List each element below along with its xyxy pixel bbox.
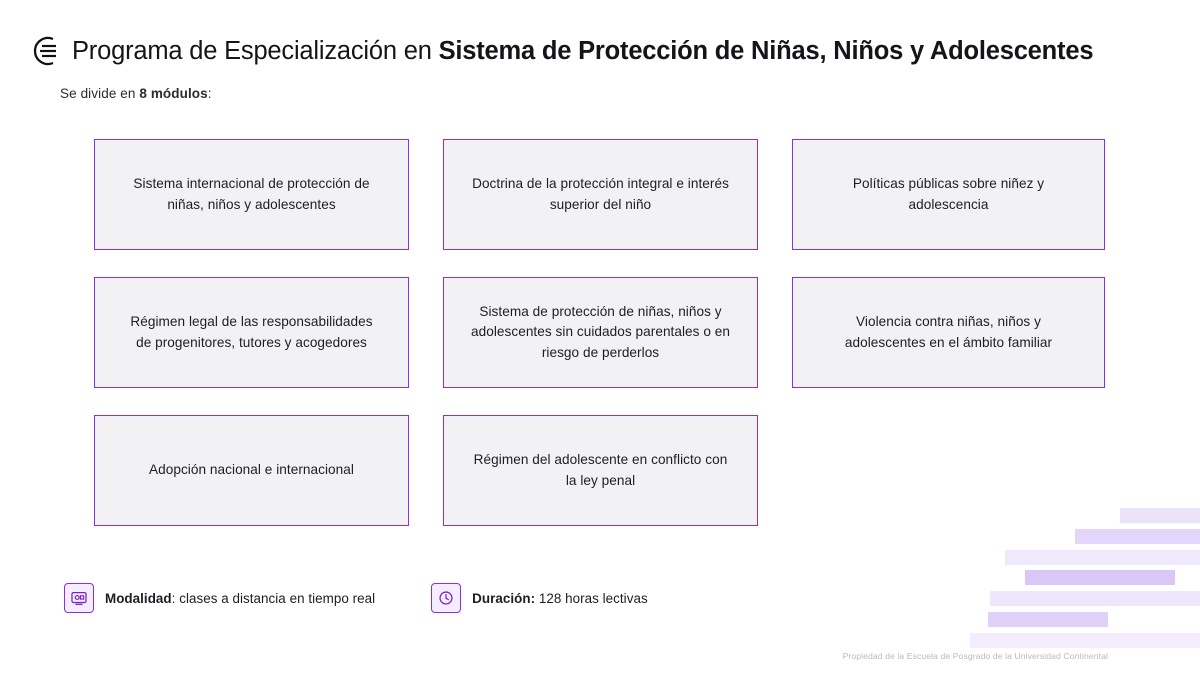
module-card [94, 139, 409, 250]
module-card-label: Sistema internacional de protección de niñas, niños y adolescentes [133, 175, 370, 212]
page-title-light: Programa de Especialización en [72, 36, 439, 65]
modules-grid [94, 139, 1106, 526]
module-card [443, 139, 758, 250]
meta-row [64, 583, 648, 613]
module-card [792, 277, 1105, 388]
module-card-placeholder [792, 415, 1105, 526]
header [28, 34, 1093, 68]
module-card [94, 415, 409, 526]
subtitle [60, 86, 212, 101]
decorative-bar [1025, 570, 1175, 585]
decorative-bar [1075, 529, 1200, 544]
meta-duracion-value: 128 horas lectivas [535, 590, 648, 606]
subtitle-prefix: Se divide en [60, 86, 140, 101]
module-card-label: Régimen legal de las responsabilidades de progenitores, tutores y acogedores [130, 313, 373, 350]
module-card-label: Régimen del adolescente en conflicto con la ley penal [473, 451, 728, 488]
meta-modalidad-label [105, 591, 375, 606]
screen-share-icon [64, 583, 94, 613]
decorative-bar [1120, 508, 1200, 523]
meta-modalidad-key: Modalidad [105, 590, 172, 606]
page-title-bold: Sistema de Protección de Niñas, Niños y Adolescentes [438, 36, 1094, 65]
meta-modalidad [64, 583, 375, 613]
meta-modalidad-value: : clases a distancia en tiempo real [171, 590, 376, 606]
decorative-bar [990, 591, 1200, 606]
module-card [443, 415, 758, 526]
subtitle-suffix: : [207, 86, 212, 101]
page-title [72, 37, 1093, 66]
module-card-label: Adopción nacional e internacional [149, 462, 354, 478]
subtitle-count: 8 módulos [139, 86, 208, 101]
module-card-label: Violencia contra niñas, niños y adolescentes en el ámbito familiar [844, 313, 1053, 350]
decorative-bar [988, 612, 1108, 627]
copyright-text: Propiedad de la Escuela de Posgrado de la Universidad Continental [842, 651, 1108, 661]
module-card [94, 277, 409, 388]
module-card-label: Políticas públicas sobre niñez y adolescencia [852, 175, 1045, 212]
decorative-bar [970, 633, 1200, 648]
module-card [443, 277, 758, 388]
meta-duracion [431, 583, 648, 613]
module-card-label: Doctrina de la protección integral e interés superior del niño [472, 175, 729, 212]
meta-duracion-key: Duración: [472, 590, 536, 606]
module-card [792, 139, 1105, 250]
decorative-bars [940, 505, 1200, 675]
continental-logo-icon [28, 34, 62, 68]
module-card-label: Sistema de protección de niñas, niños y adolescentes sin cuidados parentales o en riesgo de perderlos [471, 303, 730, 360]
clock-icon [431, 583, 461, 613]
decorative-bar [1005, 550, 1200, 565]
meta-duracion-label [472, 591, 648, 606]
